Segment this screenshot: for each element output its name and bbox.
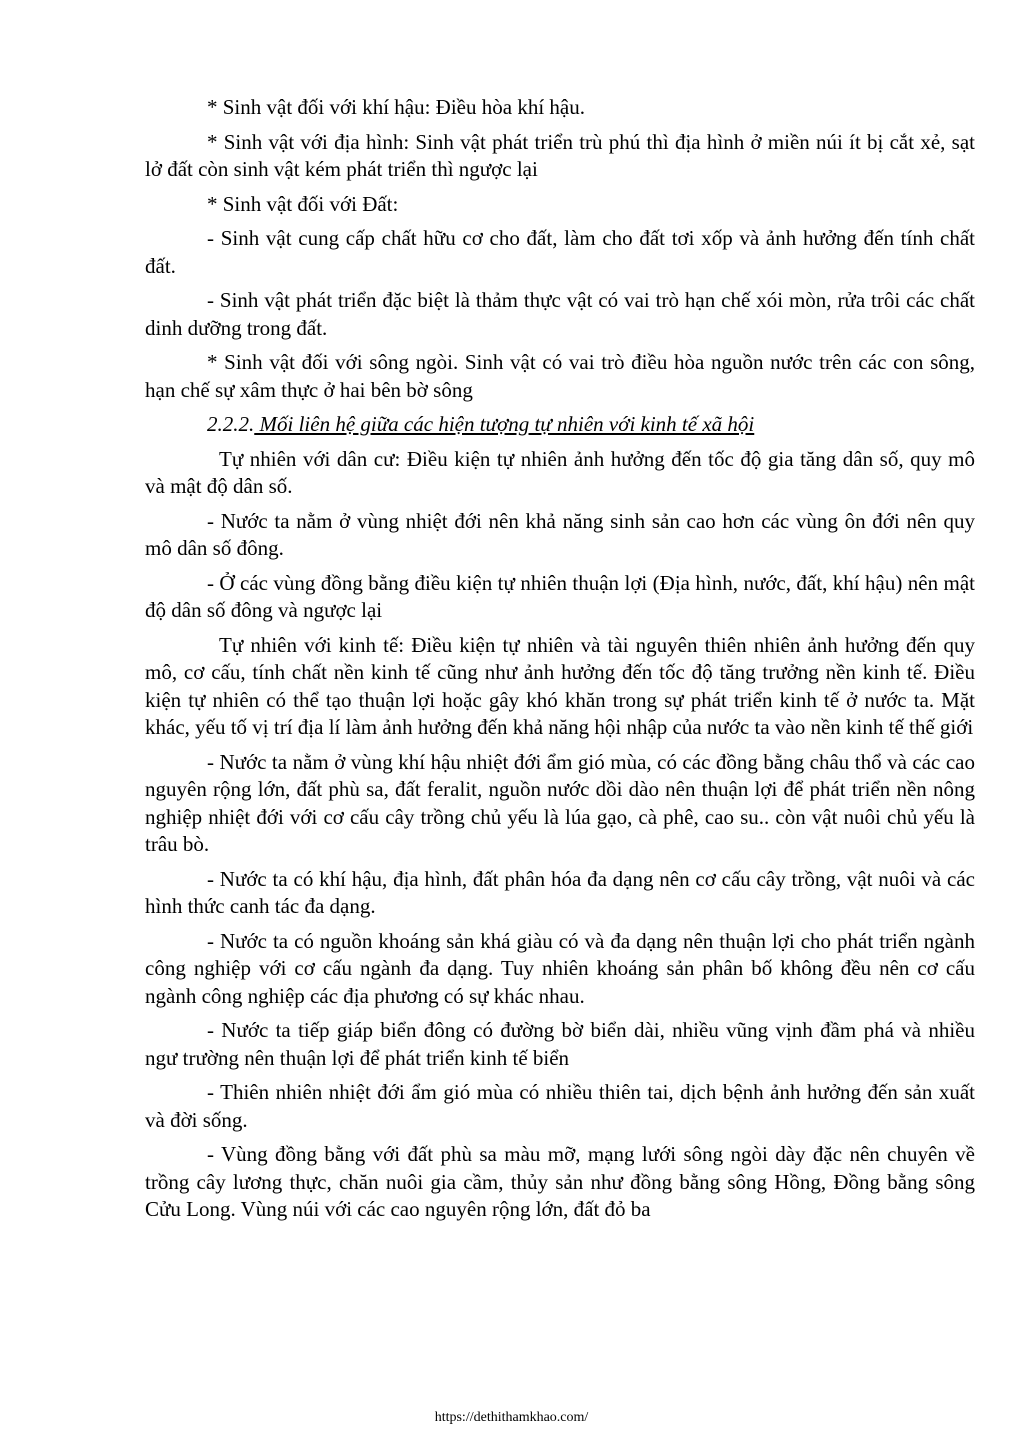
section-number: 2.2.2. — [207, 412, 255, 436]
paragraph-terrain: * Sinh vật với địa hình: Sinh vật phát triển trù phú thì địa hình ở miền núi ít bị cắt xẻ, sạt lở đất còn sinh vật kém phát triển thì ngược lại — [145, 129, 975, 181]
footer-url[interactable]: https://dethithamkhao.com/ — [434, 1410, 589, 1425]
paragraph-agriculture: - Nước ta nằm ở vùng khí hậu nhiệt đới ẩm gió mùa, có các đồng bằng châu thổ và các cao nguyên rộng lớn, đất phù sa, đất feralit, nguồn nước dồi dào nên thuận lợi để phát triển nền nông nghiệp nhiệt đới với cơ cấu cây trồng chủ yếu là lúa gạo, cà phê, cao su.. còn vật nuôi chủ yếu là trâu bò. — [145, 749, 975, 856]
paragraph-population-delta: - Ở các vùng đồng bằng điều kiện tự nhiên thuận lợi (Địa hình, nước, đất, khí hậu) nên mật độ dân số đông và ngược lại — [145, 570, 975, 622]
section-heading — [145, 411, 975, 439]
paragraph-disasters: - Thiên nhiên nhiệt đới ẩm gió mùa có nhiều thiên tai, dịch bệnh ảnh hưởng đến sản xuất và đời sống. — [145, 1080, 975, 1132]
paragraph-population-tropical: - Nước ta nằm ở vùng nhiệt đới nên khả năng sinh sản cao hơn các vùng ôn đới nên quy mô dân số đông. — [145, 508, 975, 560]
paragraph-soil-heading: * Sinh vật đối với Đất: — [207, 191, 399, 216]
paragraph-soil-erosion: - Sinh vật phát triển đặc biệt là thảm thực vật có vai trò hạn chế xói mòn, rửa trôi các chất dinh dưỡng trong đất. — [145, 288, 975, 340]
paragraph-population: Tự nhiên với dân cư: Điều kiện tự nhiên ảnh hưởng đến tốc độ gia tăng dân số, quy mô và mật độ dân số. — [145, 446, 975, 498]
document-page — [145, 94, 975, 1231]
paragraph-diverse-crops: - Nước ta có khí hậu, địa hình, đất phân hóa đa dạng nên cơ cấu cây trồng, vật nuôi và các hình thức canh tác đa dạng. — [145, 866, 975, 918]
paragraph-regions: - Vùng đồng bằng với đất phù sa màu mỡ, mạng lưới sông ngòi dày đặc nên chuyên về trồng cây lương thực, chăn nuôi gia cầm, thủy sản như đồng bằng sông Hồng, Đồng bằng sông Cửu Long. Vùng núi với các cao nguyên rộng lớn, đất đỏ ba — [145, 1142, 975, 1221]
paragraph-economy: Tự nhiên với kinh tế: Điều kiện tự nhiên và tài nguyên thiên nhiên ảnh hưởng đến quy mô, cơ cấu, tính chất nền kinh tế cũng như ảnh hưởng đến tốc độ tăng trưởng nền kinh tế. Điều kiện tự nhiên có thể tạo thuận lợi hoặc gây khó khăn trong sự phát triển kinh tế ở nước ta. Mặt khác, yếu tố vị trí địa lí làm ảnh hưởng đến khả năng hội nhập của nước ta vào nền kinh tế thế giới — [145, 632, 975, 739]
paragraph-soil-organic: - Sinh vật cung cấp chất hữu cơ cho đất, làm cho đất tơi xốp và ảnh hưởng đến tính chất đất. — [145, 226, 975, 278]
paragraph-minerals: - Nước ta có nguồn khoáng sản khá giàu có và đa dạng nên thuận lợi cho phát triển ngành công nghiệp với cơ cấu ngành đa dạng. Tuy nhiên khoáng sản phân bố không đều nên cơ cấu ngành công nghiệp các địa phương có sự khác nhau. — [145, 928, 975, 1008]
paragraph-climate: * Sinh vật đối với khí hậu: Điều hòa khí hậu. — [207, 95, 585, 119]
section-title: Mối liên hệ giữa các hiện tượng tự nhiên với kinh tế xã hội — [254, 412, 755, 436]
paragraph-marine-economy: - Nước ta tiếp giáp biển đông có đường bờ biển dài, nhiều vũng vịnh đầm phá và nhiều ngư trường nên thuận lợi để phát triển kinh tế biển — [145, 1018, 975, 1070]
paragraph-rivers: * Sinh vật đối với sông ngòi. Sinh vật có vai trò điều hòa nguồn nước trên các con sông, hạn chế sự xâm thực ở hai bên bờ sông — [145, 350, 975, 402]
